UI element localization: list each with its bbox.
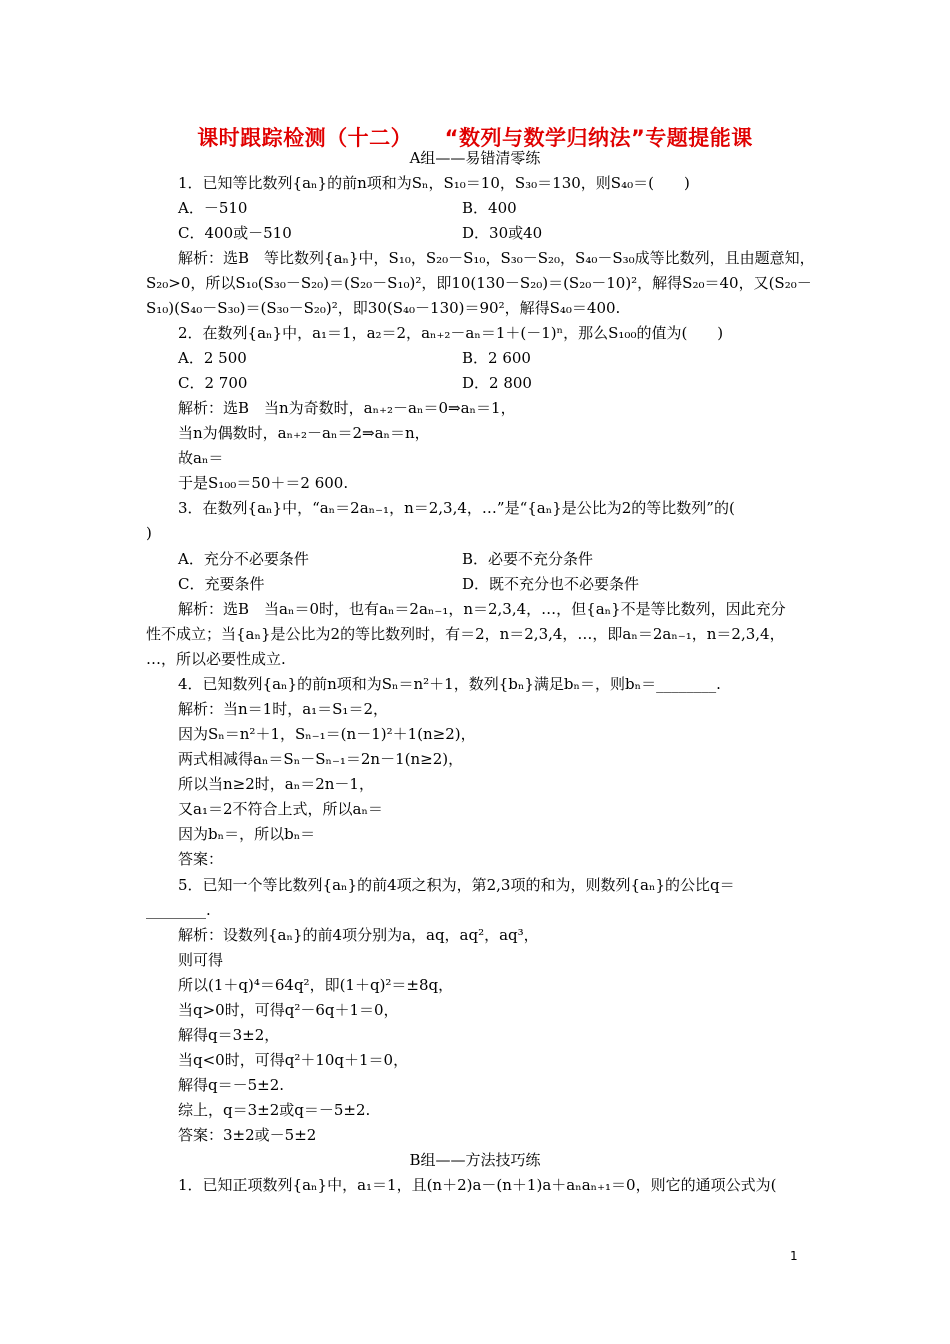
problem-1-solution-line-3: S₁₀)(S₄₀－S₃₀)＝(S₃₀－S₂₀)²，即30(S₄₀－130)＝90²，解得S₄₀＝400. xyxy=(146,299,621,317)
problem-4-solution-line-5: 又a₁＝2不符合上式，所以aₙ＝ xyxy=(178,800,383,818)
problem-3-option-c: C．充要条件 xyxy=(178,575,265,593)
problem-5-solution-line-5: 解得q＝3±2， xyxy=(178,1026,280,1044)
problem-1-option-c: C．400或－510 xyxy=(178,224,292,242)
problem-5-solution-line-6: 当q<0时，可得q²＋10q＋1＝0， xyxy=(178,1051,409,1069)
problem-3-solution-line-1: 解析：选B 当aₙ＝0时，也有aₙ＝2aₙ₋₁，n＝2,3,4，…，但{aₙ}不是等比数列，因此充分 xyxy=(178,600,786,618)
page-title: 课时跟踪检测（十二） “数列与数学归纳法”专题提能课 xyxy=(197,126,753,150)
problem-4-solution-line-3: 两式相减得aₙ＝Sₙ－Sₙ₋₁＝2n－1(n≥2)， xyxy=(178,750,464,768)
problem-4-stem: 4．已知数列{aₙ}的前n项和为Sₙ＝n²＋1，数列{bₙ}满足bₙ＝，则bₙ＝________. xyxy=(178,675,721,693)
problem-3-solution-line-3: …，所以必要性成立. xyxy=(146,650,286,668)
problem-3-option-a: A．充分不必要条件 xyxy=(178,550,309,568)
problem-2-option-b: B．2 600 xyxy=(462,349,531,367)
section-heading-group-a: A组——易错清零练 xyxy=(409,149,541,167)
problem-1-solution-line-1: 解析：选B 等比数列{aₙ}中，S₁₀，S₂₀－S₁₀，S₃₀－S₂₀，S₄₀－S₃₀成等比数列，且由题意知， xyxy=(178,249,815,267)
problem-3-stem-continued: ) xyxy=(146,524,152,542)
problem-5-solution-line-4: 当q>0时，可得q²－6q＋1＝0， xyxy=(178,1001,399,1019)
problem-4-solution-line-1: 解析：当n＝1时，a₁＝S₁＝2， xyxy=(178,700,388,718)
problem-1-stem: 1．已知等比数列{aₙ}的前n项和为Sₙ，S₁₀＝10，S₃₀＝130，则S₄₀＝( ) xyxy=(178,174,690,192)
problem-5-solution-line-1: 解析：设数列{aₙ}的前4项分别为a，aq，aq²，aq³， xyxy=(178,926,539,944)
problem-2-stem: 2．在数列{aₙ}中，a₁＝1，a₂＝2，aₙ₊₂－aₙ＝1＋(－1)ⁿ，那么S₁₀₀的值为( ) xyxy=(178,324,724,342)
problem-3-option-d: D．既不充分也不必要条件 xyxy=(462,575,640,593)
problem-4-solution-line-2: 因为Sₙ＝n²＋1，Sₙ₋₁＝(n－1)²＋1(n≥2)， xyxy=(178,725,476,743)
page-number: 1 xyxy=(790,1249,798,1263)
problem-2-option-c: C．2 700 xyxy=(178,374,248,392)
problem-1-option-d: D．30或40 xyxy=(462,224,543,242)
problem-3-stem: 3．在数列{aₙ}中，“aₙ＝2aₙ₋₁，n＝2,3,4，…”是“{aₙ}是公比为2的等比数列”的( xyxy=(178,499,735,517)
problem-1-solution-line-2: S₂₀>0，所以S₁₀(S₃₀－S₂₀)＝(S₂₀－S₁₀)²，即10(130－S₂₀)＝(S₂₀－10)²，解得S₂₀＝40，又(S₂₀－ xyxy=(146,274,812,292)
problem-3-solution-line-2: 性不成立；当{aₙ}是公比为2的等比数列时，有＝2，n＝2,3,4，…，即aₙ＝2aₙ₋₁，n＝2,3,4， xyxy=(146,625,785,643)
problem-2-solution-line-3: 故aₙ＝ xyxy=(178,449,224,467)
problem-5-solution-line-2: 则可得 xyxy=(178,951,224,969)
problem-4-solution-line-4: 所以当n≥2时，aₙ＝2n－1， xyxy=(178,775,374,793)
problem-1-option-b: B．400 xyxy=(462,199,517,217)
problem-2-option-a: A．2 500 xyxy=(178,349,247,367)
problem-4-answer: 答案： xyxy=(178,850,224,868)
section-heading-group-b: B组——方法技巧练 xyxy=(409,1151,541,1169)
problem-4-solution-line-6: 因为bₙ＝，所以bₙ＝ xyxy=(178,825,316,843)
problem-5-solution-line-3: 所以(1＋q)⁴＝64q²，即(1＋q)²＝±8q， xyxy=(178,976,454,994)
problem-5-solution-line-7: 解得q＝－5±2. xyxy=(178,1076,285,1094)
problem-2-solution-line-2: 当n为偶数时，aₙ₊₂－aₙ＝2⇒aₙ＝n， xyxy=(178,424,430,442)
problem-2-solution-line-1: 解析：选B 当n为奇数时，aₙ₊₂－aₙ＝0⇒aₙ＝1， xyxy=(178,399,516,417)
problem-2-solution-line-4: 于是S₁₀₀＝50＋＝2 600. xyxy=(178,474,349,492)
problem-2-option-d: D．2 800 xyxy=(462,374,532,392)
problem-5-stem: 5．已知一个等比数列{aₙ}的前4项之积为，第2,3项的和为，则数列{aₙ}的公比q＝ xyxy=(178,876,735,894)
problem-5-solution-line-8: 综上，q＝3±2或q＝－5±2. xyxy=(178,1101,371,1119)
problem-5-answer: 答案：3±2或－5±2 xyxy=(178,1126,317,1144)
group-b-problem-1-stem: 1．已知正项数列{aₙ}中，a₁＝1，且(n＋2)a－(n＋1)a＋aₙaₙ₊₁＝0，则它的通项公式为( xyxy=(178,1176,777,1194)
problem-5-stem-continued: ________. xyxy=(146,901,211,919)
problem-1-option-a: A．－510 xyxy=(178,199,248,217)
problem-3-option-b: B．必要不充分条件 xyxy=(462,550,594,568)
